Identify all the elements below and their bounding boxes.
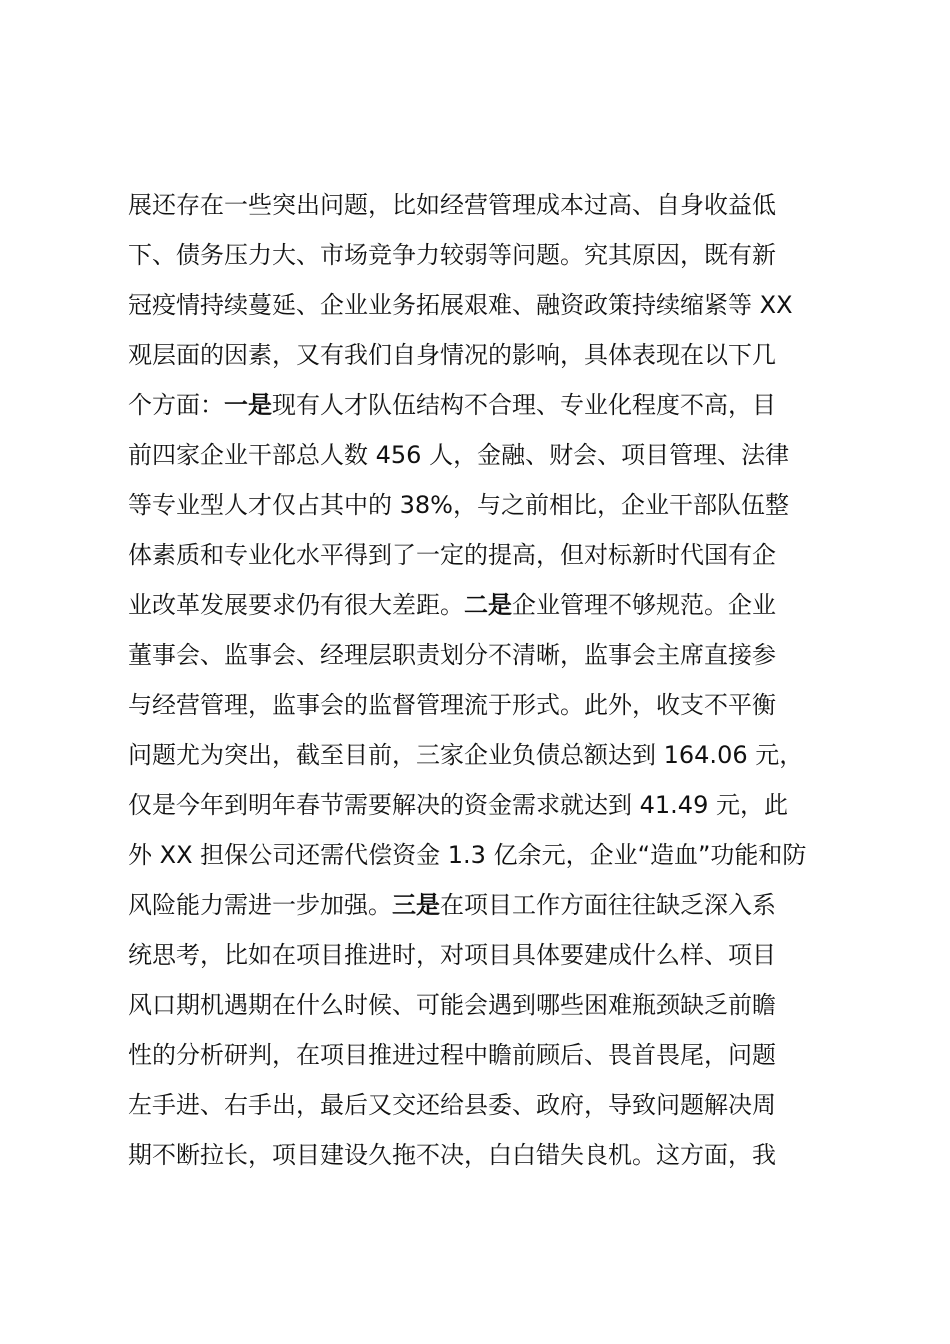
text-line	[128, 630, 848, 680]
text-line	[128, 480, 848, 530]
text-segment: 左手进、右手出，最后又交还给县委、政府，导致问题解决周	[128, 1091, 776, 1119]
text-segment: 下、债务压力大、市场竞争力较弱等问题。究其原因，既有新	[128, 241, 776, 269]
emphasis-marker: 三是	[392, 891, 440, 919]
text-segment: 问题尤为突出，截至目前，三家企业负债总额达到 164.06 元，	[128, 741, 804, 769]
text-line	[128, 830, 848, 880]
text-segment: 风险能力需进一步加强。	[128, 891, 392, 919]
text-segment: 性的分析研判，在项目推进过程中瞻前顾后、畏首畏尾，问题	[128, 1041, 776, 1069]
text-line	[128, 380, 848, 430]
text-line	[128, 530, 848, 580]
text-line	[128, 1080, 848, 1130]
emphasis-marker: 一是	[224, 391, 272, 419]
text-line	[128, 880, 848, 930]
text-line	[128, 680, 848, 730]
text-segment: 体素质和专业化水平得到了一定的提高，但对标新时代国有企	[128, 541, 776, 569]
text-line	[128, 1130, 848, 1180]
text-line	[128, 1030, 848, 1080]
text-line	[128, 780, 848, 830]
text-line	[128, 230, 848, 280]
text-segment: 董事会、监事会、经理层职责划分不清晰，监事会主席直接参	[128, 641, 776, 669]
text-segment: 期不断拉长，项目建设久拖不决，白白错失良机。这方面，我	[128, 1141, 776, 1169]
text-segment: 展还存在一些突出问题，比如经营管理成本过高、自身收益低	[128, 191, 776, 219]
text-segment: 现有人才队伍结构不合理、专业化程度不高，目	[272, 391, 776, 419]
text-segment: 观层面的因素，又有我们自身情况的影响，具体表现在以下几	[128, 341, 776, 369]
text-line	[128, 280, 848, 330]
text-segment: 前四家企业干部总人数 456 人，金融、财会、项目管理、法律	[128, 441, 790, 469]
text-segment: 统思考，比如在项目推进时，对项目具体要建成什么样、项目	[128, 941, 776, 969]
text-segment: 风口期机遇期在什么时候、可能会遇到哪些困难瓶颈缺乏前瞻	[128, 991, 776, 1019]
text-segment: 外 XX 担保公司还需代偿资金 1.3 亿余元，企业“造血”功能和防	[128, 841, 807, 869]
text-segment: 个方面：	[128, 391, 224, 419]
text-segment: 等专业型人才仅占其中的 38%，与之前相比，企业干部队伍整	[128, 491, 789, 519]
text-segment: 冠疫情持续蔓延、企业业务拓展艰难、融资政策持续缩紧等 XX	[128, 291, 793, 319]
text-line	[128, 180, 848, 230]
text-segment: 业改革发展要求仍有很大差距。	[128, 591, 464, 619]
text-line	[128, 730, 848, 780]
text-line	[128, 930, 848, 980]
text-segment: 企业管理不够规范。企业	[512, 591, 776, 619]
body-paragraph	[128, 180, 848, 1180]
text-line	[128, 980, 848, 1030]
text-segment: 在项目工作方面往往缺乏深入系	[440, 891, 776, 919]
emphasis-marker: 二是	[464, 591, 512, 619]
text-line	[128, 430, 848, 480]
text-line	[128, 580, 848, 630]
text-segment: 仅是今年到明年春节需要解决的资金需求就达到 41.49 元，此	[128, 791, 788, 819]
text-line	[128, 330, 848, 380]
text-segment: 与经营管理，监事会的监督管理流于形式。此外，收支不平衡	[128, 691, 776, 719]
